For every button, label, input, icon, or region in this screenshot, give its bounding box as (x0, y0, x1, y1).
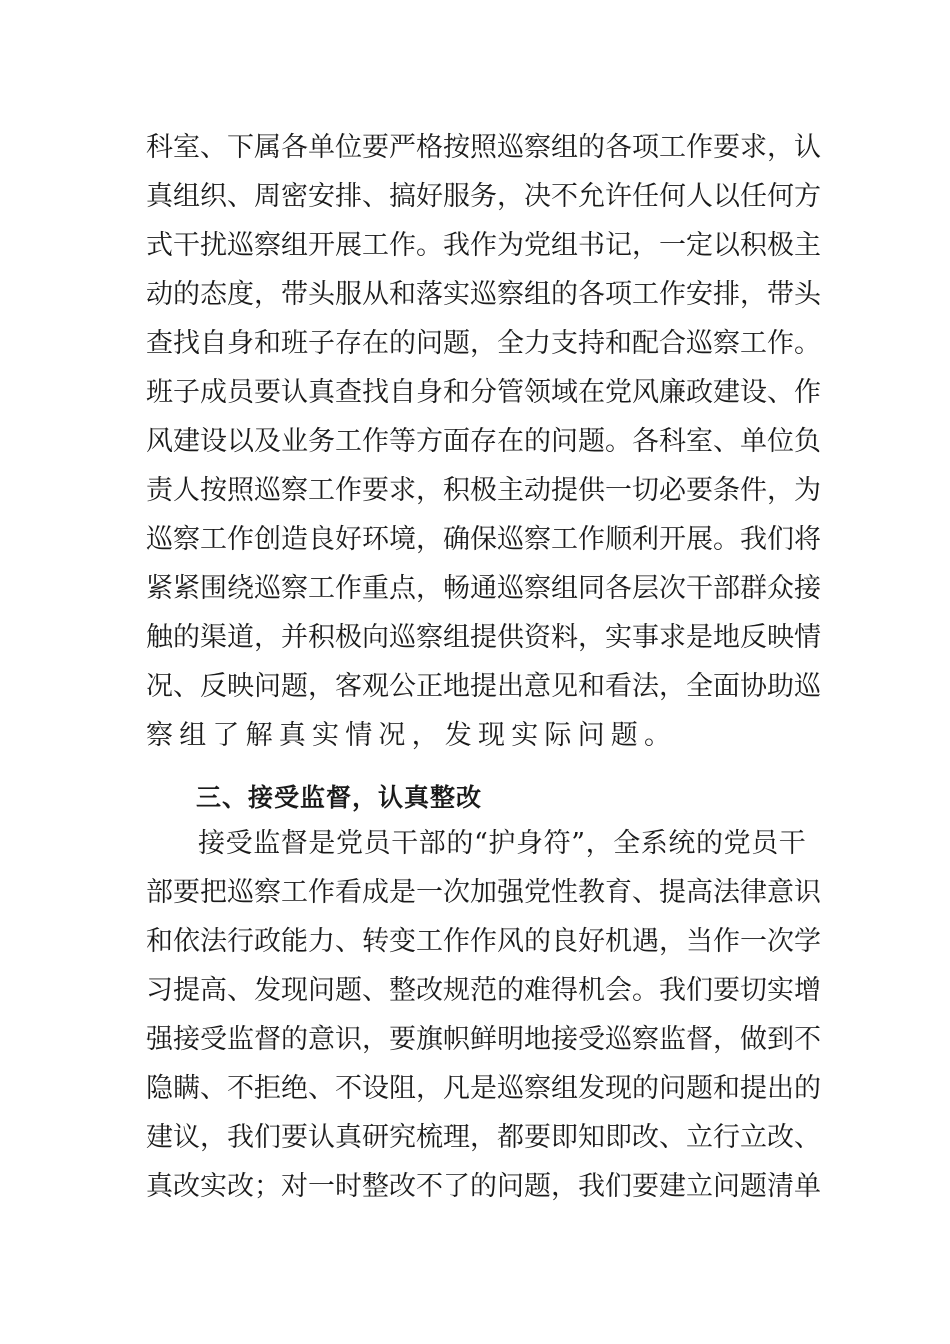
paragraph-1-line: 况、反映问题，客观公正地提出意见和看法，全面协助巡 (146, 671, 821, 702)
paragraph-1-line: 班子成员要认真查找自身和分管领域在党风廉政建设、作 (146, 377, 821, 408)
paragraph-2-line: 真改实改；对一时整改不了的问题，我们要建立问题清单 (146, 1171, 821, 1202)
paragraph-1-line: 式干扰巡察组开展工作。我作为党组书记，一定以积极主 (146, 230, 821, 261)
section-heading: 三、接受监督，认真整改 (196, 783, 483, 812)
paragraph-1-line: 科室、下属各单位要严格按照巡察组的各项工作要求，认 (146, 132, 821, 163)
paragraph-1-line: 动的态度，带头服从和落实巡察组的各项工作安排，带头 (146, 279, 821, 310)
paragraph-2-line: 接受监督是党员干部的“护身符”，全系统的党员干 (198, 828, 807, 859)
paragraph-1-line: 巡察工作创造良好环境，确保巡察工作顺利开展。我们将 (146, 524, 821, 555)
paragraph-1-line: 触的渠道，并积极向巡察组提供资料，实事求是地反映情 (146, 622, 821, 653)
paragraph-2-line: 部要把巡察工作看成是一次加强党性教育、提高法律意识 (146, 877, 821, 908)
paragraph-1-line: 查找自身和班子存在的问题，全力支持和配合巡察工作。 (146, 328, 821, 359)
paragraph-2-line: 强接受监督的意识，要旗帜鲜明地接受巡察监督，做到不 (146, 1024, 821, 1055)
paragraph-1-line: 真组织、周密安排、搞好服务，决不允许任何人以任何方 (146, 181, 821, 212)
paragraph-2-line: 习提高、发现问题、整改规范的难得机会。我们要切实增 (146, 975, 821, 1006)
paragraph-1-line: 察组了解真实情况，发现实际问题。 (146, 720, 678, 751)
paragraph-2-line: 隐瞒、不拒绝、不设阻，凡是巡察组发现的问题和提出的 (146, 1073, 821, 1104)
paragraph-1-line: 紧紧围绕巡察工作重点，畅通巡察组同各层次干部群众接 (146, 573, 821, 604)
paragraph-1-line: 风建设以及业务工作等方面存在的问题。各科室、单位负 (146, 426, 821, 457)
paragraph-2-line: 建议，我们要认真研究梳理，都要即知即改、立行立改、 (146, 1122, 821, 1153)
paragraph-2-line: 和依法行政能力、转变工作作风的良好机遇，当作一次学 (146, 926, 821, 957)
paragraph-1-line: 责人按照巡察工作要求，积极主动提供一切必要条件，为 (146, 475, 821, 506)
